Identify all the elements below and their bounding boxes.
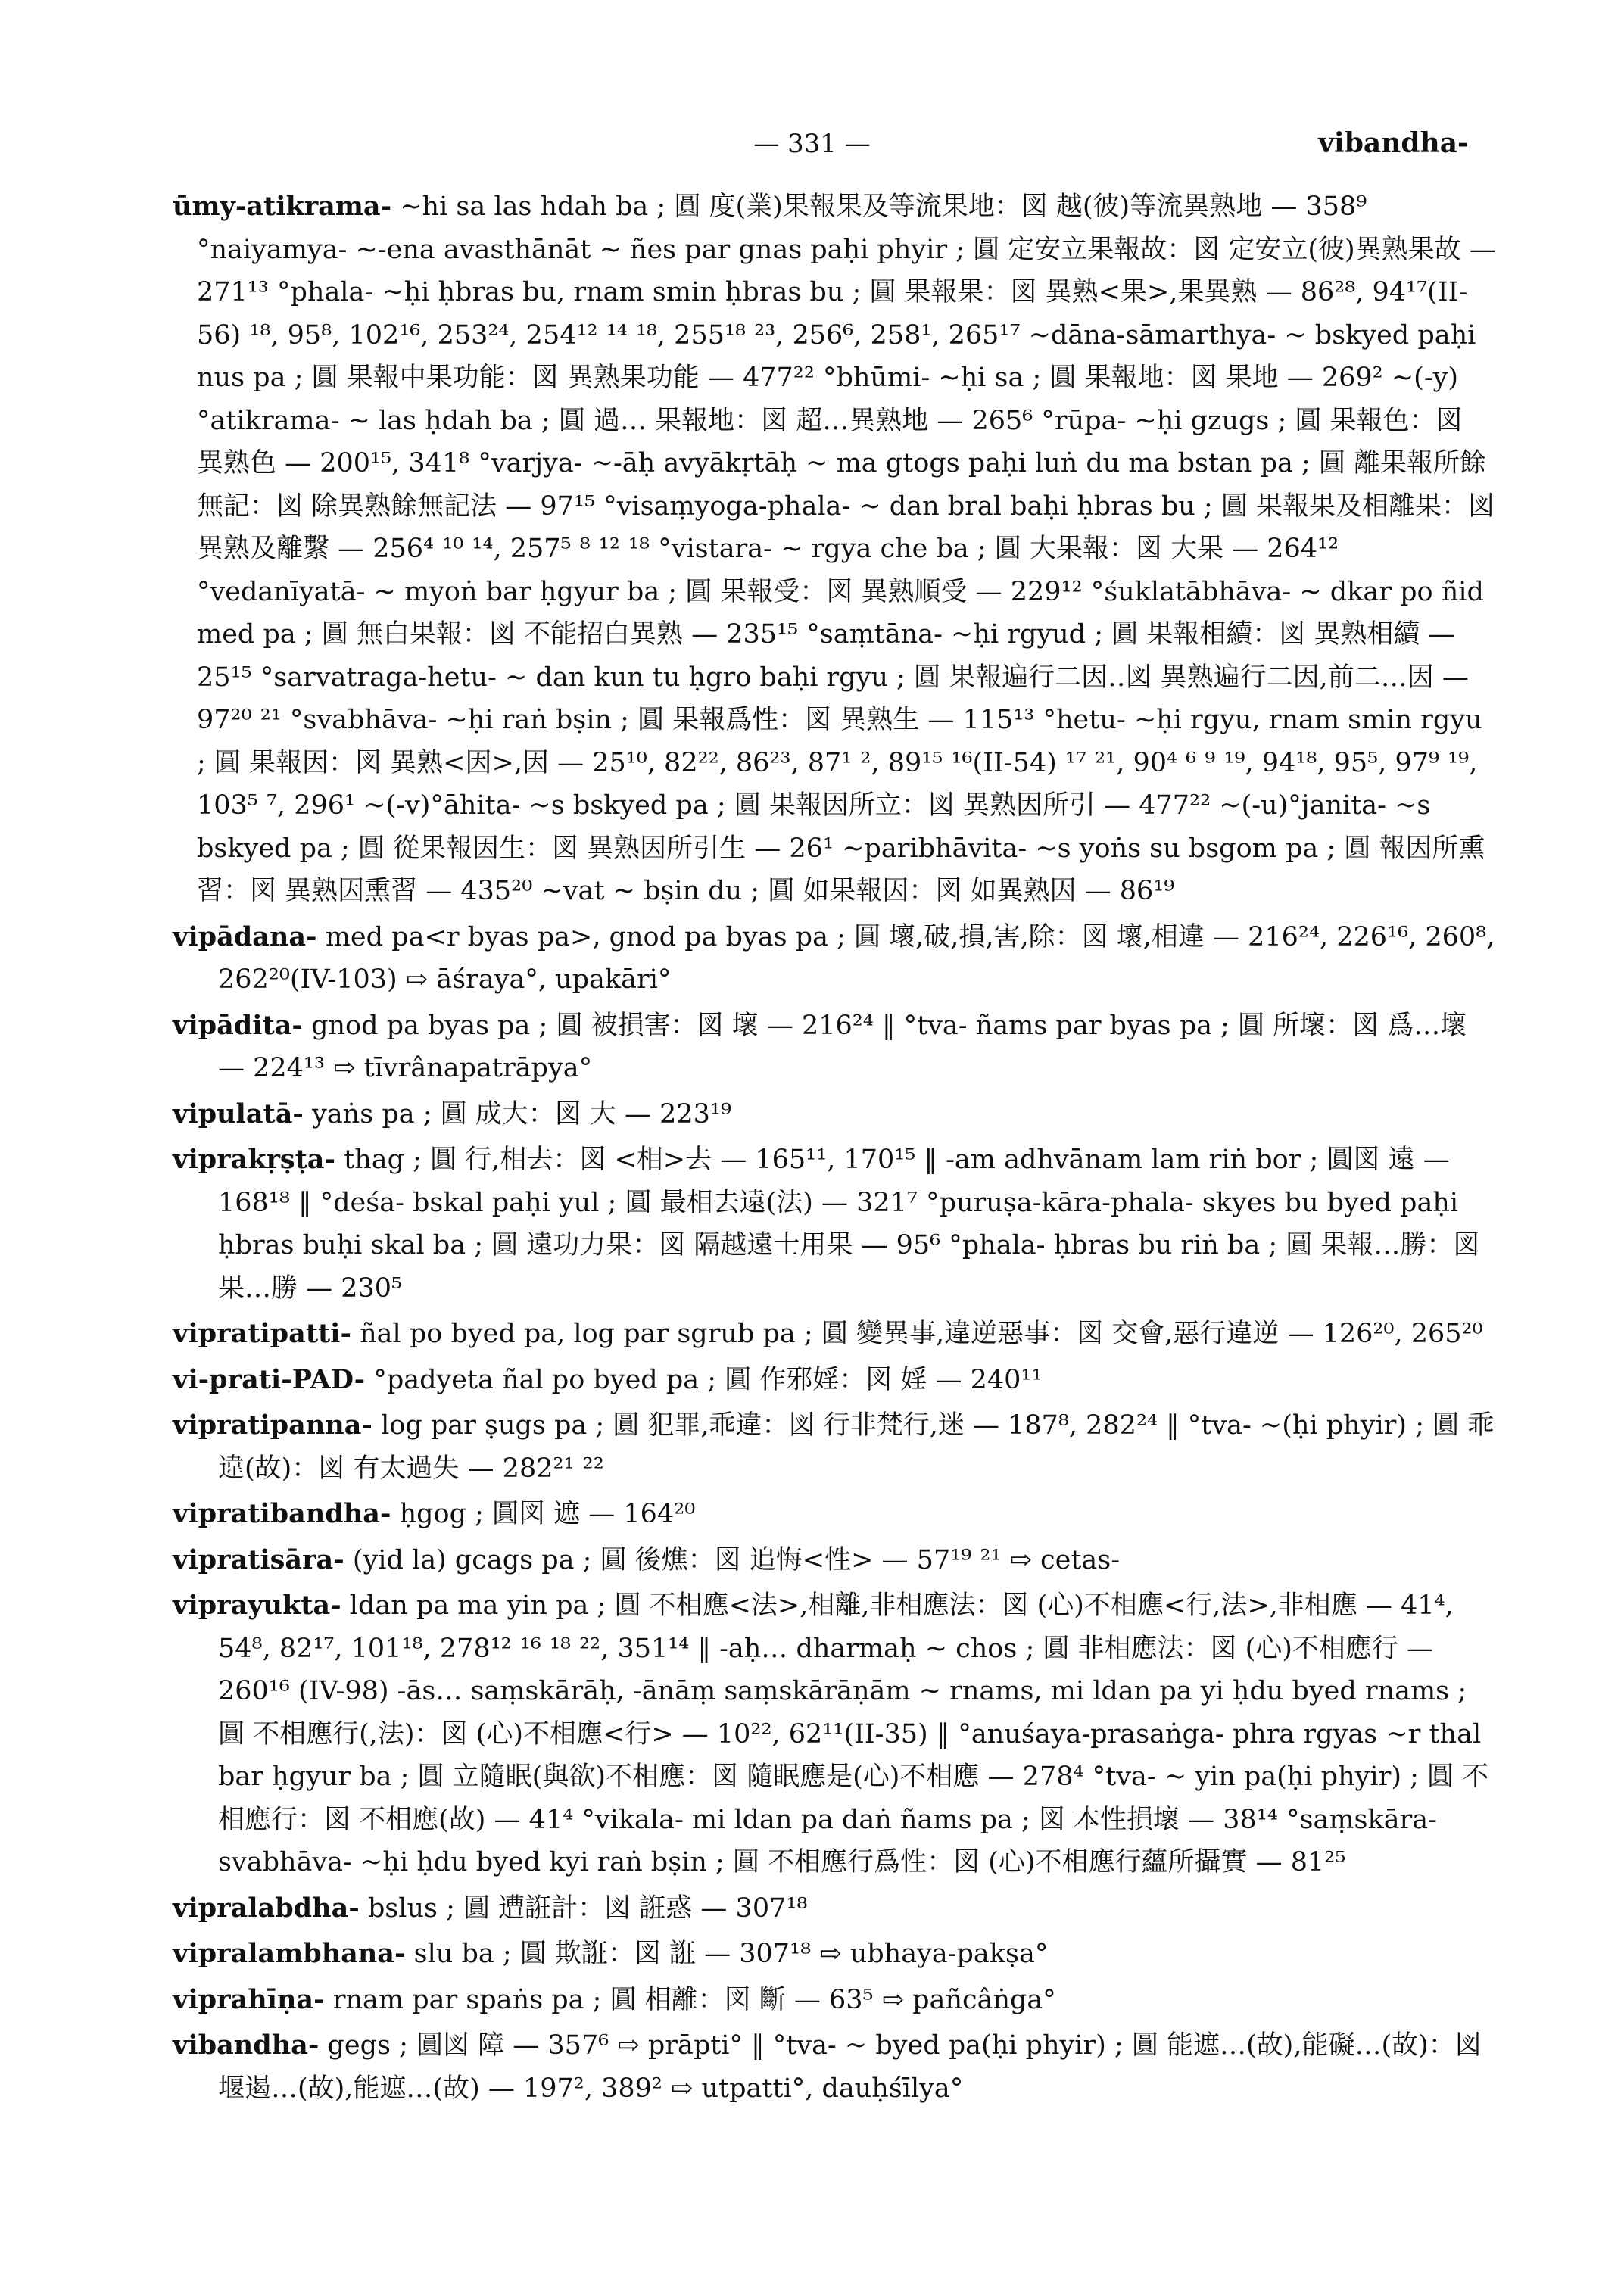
entry-headword: vipralambhana- xyxy=(173,1938,406,1969)
entry-headword: vibandha- xyxy=(173,2030,320,2061)
dictionary-entry xyxy=(173,1313,1496,1356)
entry-text: slu ba ; 圓 欺誑：図 誑 — 307¹⁸ ⇨ ubhaya-pakṣa° xyxy=(413,1939,1049,1969)
entry-text: ldan pa ma yin pa ; 圓 不相應<法>,相離,非相應法：図 (心)不相應<行,法>,非相應 — 41⁴, 54⁸, 82¹⁷, 101¹⁸, 278¹² ¹⁶ ¹⁸ ²², 351¹⁴ ‖ -aḥ… dharmaḥ ~ chos ; 圓 非相應法：図 (心)不相應行 — 260¹⁶ (IV-98) -ās… saṃskārāḥ, -ānāṃ saṃskārāṇām ~ rnams, mi ldan pa yi ḥdu byed rnams ; 圓 不相應行(,法)：図 (心)不相應<行> — 10²², 62¹¹(II-35) ‖ °anuśaya-prasaṅga- phra rgyas ~r thal bar ḥgyur ba ; 圓 立隨眠(與欲)不相應：図 隨眠應是(心)不相應 — 278⁴ °tva- ~ yin pa(ḥi phyir) ; 圓 不相應行：図 不相應(故) — 41⁴ °vikala- mi ldan pa daṅ ñams pa ; 図 本性損壞 — 38¹⁴ °saṃskāra-svabhāva- ~ḥi ḥdu byed kyi raṅ bṣin ; 圓 不相應行爲性：図 (心)不相應行蘊所攝實 — 81²⁵ xyxy=(218,1590,1489,1877)
dictionary-entry xyxy=(173,1359,1496,1402)
entry-text: gegs ; 圓図 障 — 357⁶ ⇨ prāpti° ‖ °tva- ~ byed pa(ḥi phyir) ; 圓 能遮…(故),能礙…(故)：図 堰遏…(故),能遮…(故) — 197², 389² ⇨ utpatti°, dauḥśīlya° xyxy=(218,2030,1482,2104)
entry-text: ~hi sa las hdah ba ; 圓 度(業)果報果及等流果地：図 越(彼)等流異熟地 — 358⁹ °naiyamya- ~-ena avasthānāt ~ ñes par gnas paḥi phyir ; 圓 定安立果報故：図 定安立(彼)異熟果故 — 271¹³ °phala- ~ḥi ḥbras bu, rnam smin ḥbras bu ; 圓 果報果：図 異熟<果>,果異熟 — 86²⁸, 94¹⁷(II-56) ¹⁸, 95⁸, 102¹⁶, 253²⁴, 254¹² ¹⁴ ¹⁸, 255¹⁸ ²³, 256⁶, 258¹, 265¹⁷ ~dāna-sāmarthya- ~ bskyed paḥi nus pa ; 圓 果報中果功能：図 異熟果功能 — 477²² °bhūmi- ~ḥi sa ; 圓 果報地：図 果地 — 269² ~(-y)°atikrama- ~ las ḥdah ba ; 圓 過… 果報地：図 超…異熟地 — 265⁶ °rūpa- ~ḥi gzugs ; 圓 果報色：図 異熟色 — 200¹⁵, 341⁸ °varjya- ~-āḥ avyākṛtāḥ ~ ma gtogs paḥi luṅ du ma bstan pa ; 圓 離果報所餘無記：図 除異熟餘無記法 — 97¹⁵ °visaṃyoga-phala- ~ dan bral baḥi ḥbras bu ; 圓 果報果及相離果：図 異熟及離繫 — 256⁴ ¹⁰ ¹⁴, 257⁵ ⁸ ¹² ¹⁸ °vistara- ~ rgya che ba ; 圓 大果報：図 大果 — 264¹² °vedanīyatā- ~ myoṅ bar ḥgyur ba ; 圓 果報受：図 異熟順受 — 229¹² °śuklatābhāva- ~ dkar po ñid med pa ; 圓 無白果報：図 不能招白異熟 — 235¹⁵ °saṃtāna- ~ḥi rgyud ; 圓 果報相續：図 異熟相續 — 25¹⁵ °sarvatraga-hetu- ~ dan kun tu ḥgro baḥi rgyu ; 圓 果報遍行二因‥図 異熟遍行二因,前二…因 — 97²⁰ ²¹ °svabhāva- ~ḥi raṅ bṣin ; 圓 果報爲性：図 異熟生 — 115¹³ °hetu- ~ḥi rgyu, rnam smin rgyu ; 圓 果報因：図 異熟<因>,因 — 25¹⁰, 82²², 86²³, 87¹ ², 89¹⁵ ¹⁶(II-54) ¹⁷ ²¹, 90⁴ ⁶ ⁹ ¹⁹, 94¹⁸, 95⁵, 97⁹ ¹⁹, 103⁵ ⁷, 296¹ ~(-v)°āhita- ~s bskyed pa ; 圓 果報因所立：図 異熟因所引 — 477²² ~(-u)°janita- ~s bskyed pa ; 圓 從果報因生：図 異熟因所引生 — 26¹ ~paribhāvita- ~s yoṅs su bsgom pa ; 圓 報因所熏習：図 異熟因熏習 — 435²⁰ ~vat ~ bṣin du ; 圓 如果報因：図 如異熟因 — 86¹⁹ xyxy=(197,192,1496,906)
entry-list xyxy=(173,185,1496,2113)
entry-text: yaṅs pa ; 圓 成大：図 大 — 223¹⁹ xyxy=(312,1098,731,1129)
entry-headword: vipādita- xyxy=(173,1009,303,1041)
dictionary-entry xyxy=(173,1093,1496,1136)
entry-headword: ūmy-atikrama- xyxy=(173,191,392,222)
entry-text: bslus ; 圓 遭誑計：図 誑惑 — 307¹⁸ xyxy=(367,1893,808,1924)
dictionary-entry xyxy=(173,1005,1496,1090)
dictionary-entry xyxy=(173,1539,1496,1582)
entry-headword: vipādana- xyxy=(173,921,317,952)
entry-text: °padyeta ñal po byed pa ; 圓 作邪婬：図 婬 — 240¹¹ xyxy=(373,1364,1043,1395)
entry-headword: vipratisāra- xyxy=(173,1544,344,1575)
entry-headword: vipralabdha- xyxy=(173,1892,360,1924)
entry-text: log par ṣugs pa ; 圓 犯罪,乖違：図 行非梵行,迷 — 187⁸, 282²⁴ ‖ °tva- ~(ḥi phyir) ; 圓 乖違(故)：図 有太過失 — 282²¹ ²² xyxy=(218,1410,1495,1484)
entry-text: gnod pa byas pa ; 圓 被損害：図 壞 — 216²⁴ ‖ °tva- ñams par byas pa ; 圓 所壞：図 爲…壞 — 224¹³ ⇨ tīvrânapatrāpya° xyxy=(218,1010,1467,1083)
dictionary-entry xyxy=(173,2024,1496,2110)
entry-text: med pa<r byas pa>, gnod pa byas pa ; 圓 壞,破,損,害,除：図 壞,相違 — 216²⁴, 226¹⁶, 260⁸, 262²⁰(IV-103) ⇨ āśraya°, upakāri° xyxy=(218,921,1495,995)
entry-headword: viprahīṇa- xyxy=(173,1983,325,2015)
dictionary-entry xyxy=(173,1139,1496,1310)
dictionary-entry xyxy=(173,185,1496,913)
entry-text: ñal po byed pa, log par sgrub pa ; 圓 變異事,違逆惡事：図 交會,惡行違逆 — 126²⁰, 265²⁰ xyxy=(360,1319,1483,1349)
entry-headword: viprayukta- xyxy=(173,1590,341,1621)
dictionary-entry xyxy=(173,916,1496,1002)
entry-headword: vi-prati-PAD- xyxy=(173,1363,366,1395)
entry-text: ḥgog ; 圓図 遮 — 164²⁰ xyxy=(399,1499,696,1529)
dictionary-entry xyxy=(173,1979,1496,2022)
running-head: vibandha- xyxy=(1318,127,1469,159)
entry-text: rnam par spaṅs pa ; 圓 相離：図 斷 — 63⁵ ⇨ pañcâṅga° xyxy=(332,1984,1056,2015)
entry-headword: vipratipatti- xyxy=(173,1318,351,1349)
entry-headword: vipratipanna- xyxy=(173,1410,372,1441)
entry-text: (yid la) gcags pa ; 圓 後燋：図 追悔<性> — 57¹⁹ ²¹ ⇨ cetas- xyxy=(352,1544,1121,1575)
dictionary-entry xyxy=(173,1493,1496,1536)
dictionary-entry xyxy=(173,1933,1496,1976)
entry-headword: vipulatā- xyxy=(173,1098,304,1129)
entry-text: thag ; 圓 行,相去：図 <相>去 — 165¹¹, 170¹⁵ ‖ -am adhvānam lam riṅ bor ; 圓図 遠 — 168¹⁸ ‖ °deśa- bskal paḥi yul ; 圓 最相去遠(法) — 321⁷ °puruṣa-kāra-phala- skyes bu byed paḥi ḥbras buḥi skal ba ; 圓 遠功力果：図 隔越遠士用果 — 95⁶ °phala- ḥbras bu riṅ ba ; 圓 果報…勝：図 果…勝 — 230⁵ xyxy=(218,1145,1480,1304)
entry-headword: viprakṛṣṭa- xyxy=(173,1144,335,1175)
entry-headword: vipratibandha- xyxy=(173,1498,391,1529)
dictionary-entry xyxy=(173,1584,1496,1884)
dictionary-entry xyxy=(173,1887,1496,1930)
page-number: — 331 — xyxy=(753,129,871,159)
dictionary-entry xyxy=(173,1404,1496,1490)
